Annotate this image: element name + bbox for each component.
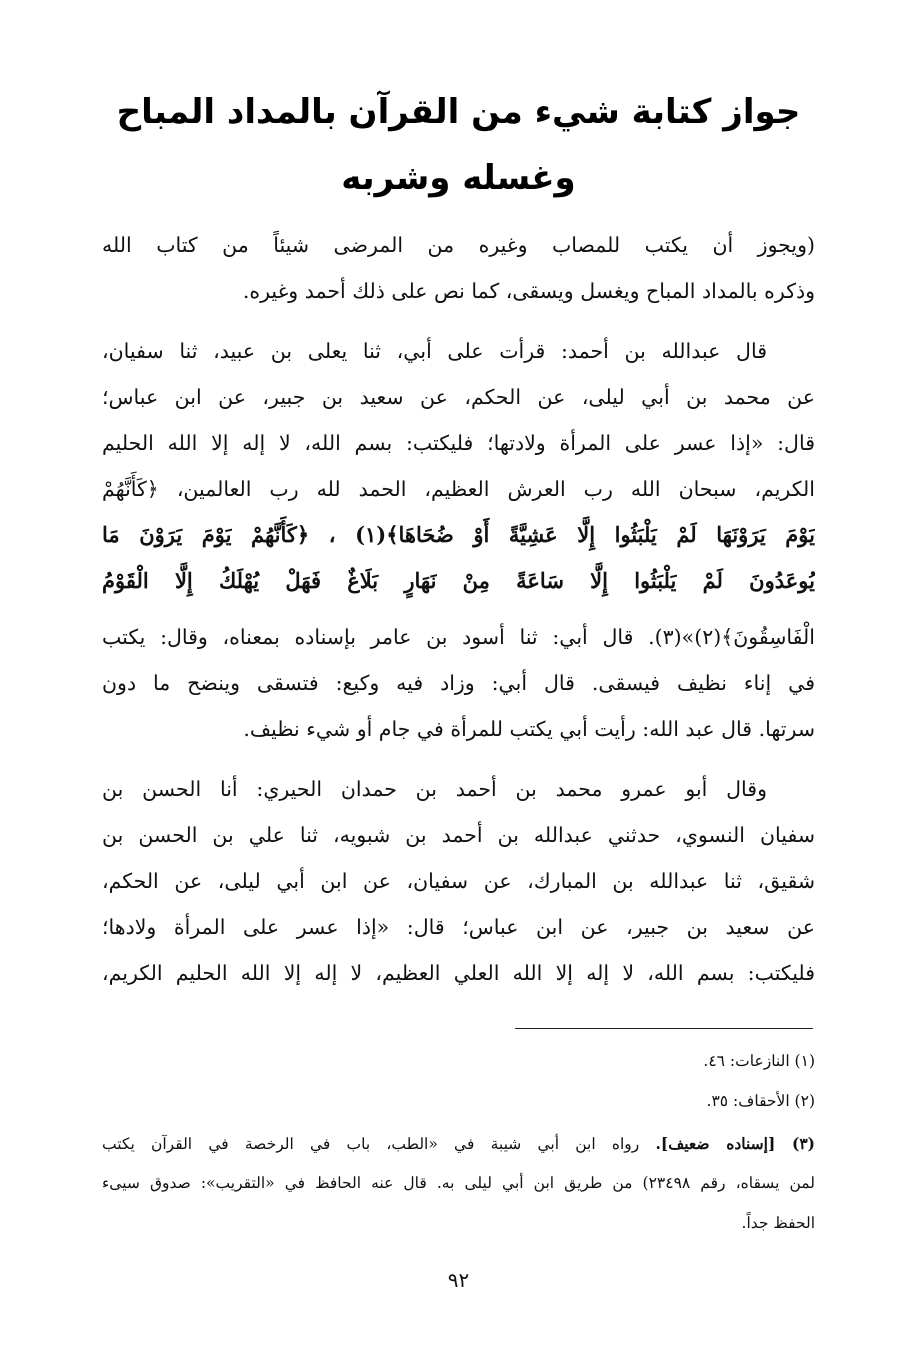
text-line: سرتها. قال عبد الله: رأيت أبي يكتب للمرأة في جام أو شيء نظيف. [243, 717, 815, 741]
text-line: (ويجوز أن يكتب للمصاب وغيره من المرضى شيئاً من كتاب الله [102, 233, 815, 257]
text-line: فليكتب: بسم الله، لا إله إلا الله العلي العظيم، لا إله إلا الله الحليم الكريم، [102, 961, 815, 985]
text-line: عن سعيد بن جبير، عن ابن عباس؛ قال: «إذا عسر على المرأة ولادها؛ [102, 915, 815, 939]
quran-verse-line: يَوْمَ يَرَوْنَهَا لَمْ يَلْبَثُوا إِلَّا عَشِيَّةً أَوْ ضُحَاهَا﴾(١) ، ﴿كَأَنَّهُمْ يَوْمَ يَرَوْنَ مَا [102, 522, 815, 547]
text-line: قال عبدالله بن أحمد: قرأت على أبي، ثنا يعلى بن عبيد، ثنا سفيان، [102, 339, 767, 363]
footnote-1: (١) النازعات: ٤٦. [703, 1052, 815, 1070]
text-line: شقيق، ثنا عبدالله بن المبارك، عن سفيان، عن ابن أبي ليلى، عن الحكم، [102, 869, 815, 893]
text-line: قال: «إذا عسر على المرأة ولادتها؛ فليكتب: بسم الله، لا إله إلا الله الحليم [102, 431, 815, 455]
page-number: ٩٢ [447, 1268, 470, 1292]
quran-verse-line: يُوعَدُونَ لَمْ يَلْبَثُوا إِلَّا سَاعَةً مِنْ نَهَارٍ بَلَاغٌ فَهَلْ يُهْلَكُ إِلَّا الْقَوْمُ [102, 568, 815, 593]
footnote-3-label: (٣) [إسناده ضعيف]. [655, 1134, 815, 1153]
footnote-2: (٢) الأحقاف: ٣٥. [706, 1092, 815, 1110]
footnote-3-line-1 [102, 1124, 815, 1163]
footnote-separator [515, 1028, 813, 1029]
text-line: في إناء نظيف فيسقى. قال أبي: وزاد فيه وكيع: فتسقى وينضح ما دون [102, 671, 815, 695]
footnote-3-line-3: الحفظ جداً. [741, 1214, 815, 1232]
chapter-title-line-1: جواز كتابة شيء من القرآن بالمداد المباح [116, 92, 801, 132]
text-line: وذكره بالمداد المباح ويغسل ويسقى، كما نص على ذلك أحمد وغيره. [242, 279, 815, 303]
footnote-3-text: رواه ابن أبي شيبة في «الطب، باب في الرخصة في القرآن يكتب [102, 1135, 656, 1153]
text-line: الْفَاسِقُونَ﴾(٢)»(٣). قال أبي: ثنا أسود بن عامر بإسناده بمعناه، وقال: يكتب [102, 625, 815, 649]
text-line: عن محمد بن أبي ليلى، عن الحكم، عن سعيد بن جبير، عن ابن عباس؛ [102, 385, 815, 409]
text-line: الكريم، سبحان الله رب العرش العظيم، الحمد لله رب العالمين، ﴿كَأَنَّهُمْ [102, 477, 815, 501]
chapter-title-line-2: وغسله وشربه [341, 158, 576, 198]
text-line: وقال أبو عمرو محمد بن أحمد بن حمدان الحيري: أنا الحسن بن [102, 777, 767, 801]
footnote-3-line-2: لمن يسقاه، رقم ٢٣٤٩٨) من طريق ابن أبي ليلى به. قال عنه الحافظ في «التقريب»: صدوق سيىء [102, 1174, 815, 1192]
text-line: سفيان النسوي، حدثني عبدالله بن أحمد بن شبويه، ثنا علي بن الحسن بن [102, 823, 815, 847]
